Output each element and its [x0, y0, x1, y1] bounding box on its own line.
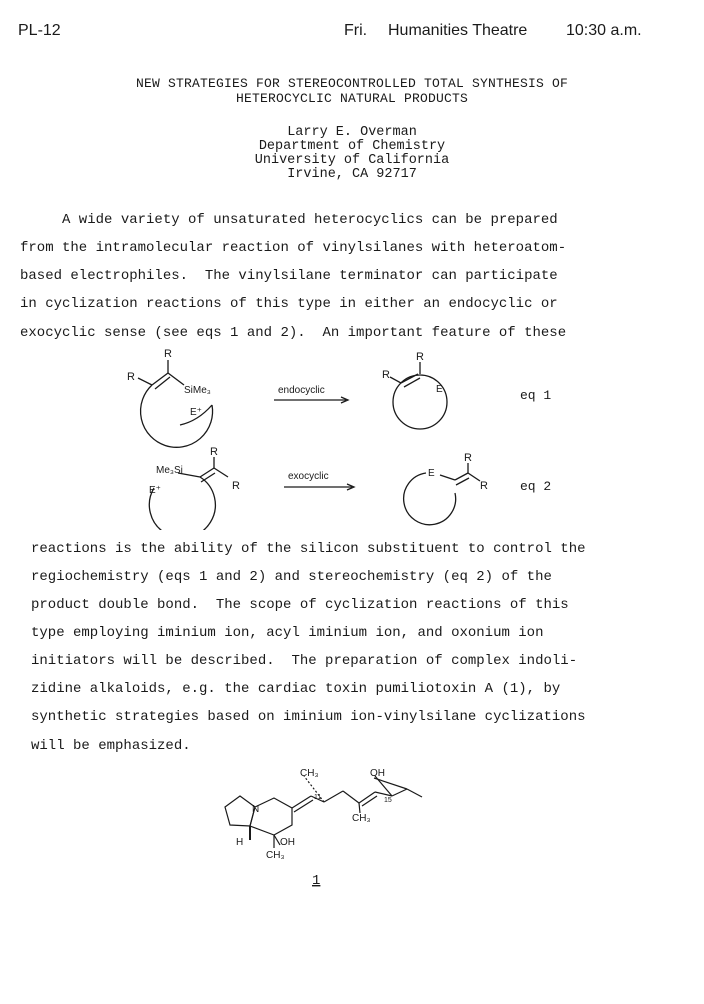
eq2-product-r-top: R [464, 452, 472, 464]
paragraph1-line: based electrophiles. The vinylsilane terminator can participate [20, 268, 558, 284]
title-line-1: NEW STRATEGIES FOR STEREOCONTROLLED TOTAL SYNTHESIS OF [135, 76, 569, 91]
eq1-product-r-left: R [382, 369, 390, 381]
paragraph2-line: type employing iminium ion, acyl iminium ion, and oxonium ion [31, 625, 544, 641]
author-department: Department of Chemistry [258, 139, 446, 154]
eq2-product-structure [404, 463, 480, 525]
paragraph1-line: A wide variety of unsaturated heterocyclics can be prepared [20, 212, 558, 228]
eq1-r-top-label: R [164, 348, 172, 360]
eq1-sime3-label: SiMe₃ [184, 385, 211, 396]
oh-ring-label: OH [280, 837, 295, 848]
pumiliotoxin-structure [200, 762, 460, 897]
paragraph1-line: from the intramolecular reaction of vinylsilanes with heteroatom- [20, 240, 567, 256]
compound-number: 1 [312, 873, 321, 889]
paragraph2-line: zidine alkaloids, e.g. the cardiac toxin pumiliotoxin A (1), by [31, 681, 561, 697]
author-city: Irvine, CA 92717 [287, 167, 417, 182]
session-time: 10:30 a.m. [566, 22, 642, 39]
ch3-top-label: CH₃ [300, 768, 319, 779]
ch3-bottom-label: CH₃ [266, 850, 285, 861]
oh-top-label: OH [370, 768, 385, 779]
ch3-side-label: CH₃ [352, 813, 371, 824]
eq1-eplus-label: E⁺ [190, 407, 202, 418]
paragraph1-line: in cyclization reactions of this type in either an endocyclic or [20, 296, 558, 312]
paragraph2-line: product double bond. The scope of cyclization reactions of this [31, 597, 569, 613]
eq1-reactant-structure [138, 360, 213, 447]
eq2-r-top-label: R [210, 446, 218, 458]
c15-label: 15 [384, 797, 392, 804]
session-day: Fri. [344, 22, 368, 39]
paragraph2-line: regiochemistry (eqs 1 and 2) and stereochemistry (eq 2) of the [31, 569, 552, 585]
eq1-product-structure [390, 362, 447, 429]
paragraph2-line: will be emphasized. [31, 738, 191, 754]
eq2-label: eq 2 [520, 479, 552, 494]
paragraph1-line: exocyclic sense (see eqs 1 and 2). An important feature of these [20, 325, 567, 341]
paragraph2-line: synthetic strategies based on iminium ion-vinylsilane cyclizations [31, 709, 586, 725]
eq2-me3si-label: Me₃Si [156, 465, 183, 476]
eq1-product-e: E [436, 384, 443, 395]
eq2-product-r-right: R [480, 480, 488, 492]
session-code: PL-12 [18, 22, 61, 39]
title-line-2: HETEROCYCLIC NATURAL PRODUCTS [235, 91, 469, 106]
eq1-product-r-top: R [416, 351, 424, 363]
eq1-label: eq 1 [520, 388, 552, 403]
author-university: University of California [254, 153, 450, 168]
c11-label: 11 [314, 794, 322, 801]
eq2-r-right-label: R [232, 480, 240, 492]
author-name: Larry E. Overman [287, 125, 417, 140]
paragraph2-line: initiators will be described. The preparation of complex indoli- [31, 653, 578, 669]
paragraph2-line: reactions is the ability of the silicon substituent to control the [31, 541, 586, 557]
eq2-arrow-label: exocyclic [288, 471, 329, 482]
eq1-arrow-label: endocyclic [278, 385, 325, 396]
eq2-eplus-label: E⁺ [149, 485, 161, 496]
eq1-r-left-label: R [127, 371, 135, 383]
reaction-scheme [0, 345, 704, 530]
session-venue: Humanities Theatre [388, 22, 528, 39]
eq2-product-e: E [428, 468, 435, 479]
nitrogen-label: N [252, 804, 260, 815]
hydrogen-label: H [236, 837, 244, 848]
